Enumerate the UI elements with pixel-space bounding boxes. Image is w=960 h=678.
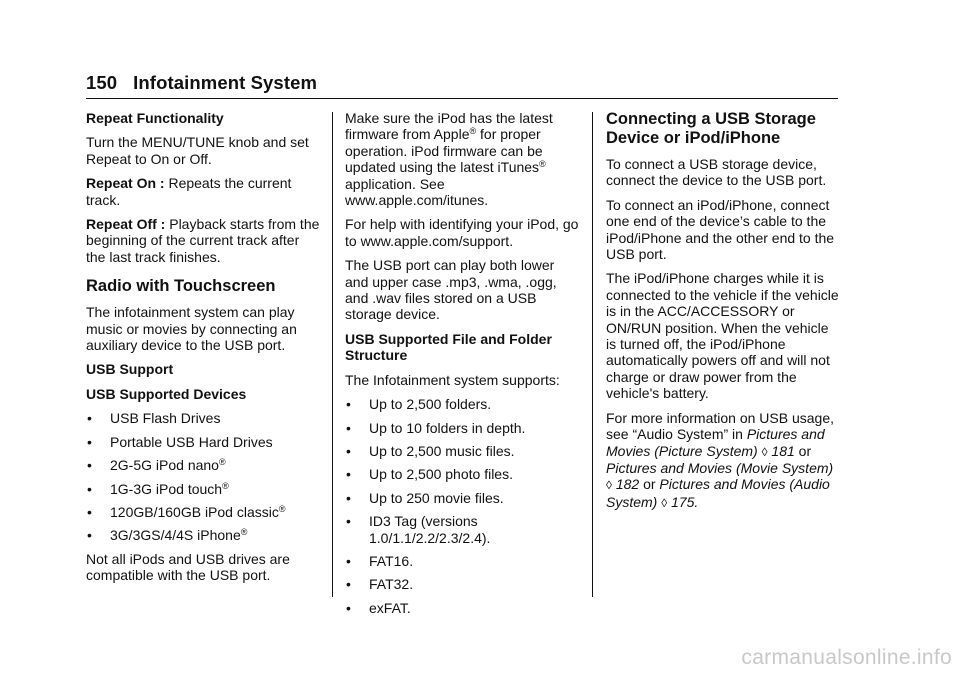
radio-heading: Radio with Touchscreen [86,277,276,296]
bullet: • [87,410,92,427]
registered-mark: ® [469,126,477,137]
bullet: • [346,419,351,436]
repeat-text: Turn the MENU/TUNE knob and set Repeat to On or Off. [86,134,309,167]
list-item: • Up to 10 folders in depth. [346,419,526,436]
list-item: • FAT32. [346,576,414,593]
page-header [86,72,317,94]
firmware-paragraph: Make sure the iPod has the latest firmware from Apple® for proper operation. iPod firmware can be updated using the latest iTunes® application. See www.apple.com/itunes. [345,110,553,209]
column-divider-1 [332,112,333,597]
reference-page[interactable]: 182 [615,476,640,493]
bullet: • [346,576,351,593]
registered-mark: ® [539,159,546,170]
list-item: • Portable USB Hard Drives [87,433,273,450]
bullet: • [346,489,351,506]
repeat-on-label: Repeat On : [86,175,165,192]
bullet: • [87,433,92,450]
list-item: • 3G/3GS/4/4S iPhone® [87,527,248,544]
repeat-on-text: Repeats the current track. [86,175,292,208]
bullet: • [346,513,351,530]
column-divider-2 [592,112,593,597]
list-item: • ID3 Tag (versions 1.0/1.1/2.2/2.3/2.4). [346,513,491,546]
bullet: • [346,442,351,459]
column-3 [606,110,840,519]
repeat-off-paragraph [86,216,322,265]
page-reference-icon: ◊ [661,495,668,510]
header-rule [86,98,838,99]
radio-text: The infotainment system can play music or movies by connecting an auxiliary device to the USB port. [86,304,297,354]
repeat-off-text: Playback starts from the beginning of the current track after the last track finishes. [86,216,320,265]
column-2 [345,110,581,623]
help-text: For help with identifying your iPod, go to www.apple.com/support. [345,216,579,249]
more-info-paragraph: For more information on USB usage, see “Audio System” in Pictures and Movies (Picture System) ◊ 181 or Pictures and Movies (Movie System) ◊ 182 or Pictures and Movies (Audio System) ◊ 175. [606,409,834,510]
connect-usb-text: To connect a USB storage device, connect the device to the USB port. [606,156,827,189]
compat-text: Not all iPods and USB drives are compatible with the USB port. [86,550,290,584]
supports-text: The Infotainment system supports: [345,371,560,388]
usb-devices-heading: USB Supported Devices [86,385,247,402]
registered-mark: ® [278,503,286,514]
list-item: • USB Flash Drives [87,410,221,427]
connect-ipod-text: To connect an iPod/iPhone, connect one end of the device’s cable to the iPod/iPhone and the other end to the USB port. [606,196,835,263]
bullet: • [87,527,92,544]
reference-link[interactable]: Pictures and Movies (Movie System) [606,459,834,476]
list-item: • Up to 2,500 music files. [346,442,515,459]
registered-mark: ® [218,457,226,468]
list-item: • Up to 2,500 folders. [346,396,492,413]
reference-page[interactable]: 175. [671,493,699,510]
bullet: • [346,466,351,483]
reference-link[interactable]: Pictures and Movies (Audio System) [606,476,830,510]
list-item: • 2G-5G iPod nano® [87,457,226,474]
bullet: • [87,480,92,497]
list-item: • 1G-3G iPod touch® [87,480,229,497]
connecting-heading: Connecting a USB Storage Device or iPod/iPhone [606,110,816,147]
column-1 [86,110,322,592]
watermark: carmanualsonline.info [741,646,952,669]
repeat-off-label: Repeat Off : [86,216,166,233]
reference-page[interactable]: 181 [771,442,795,459]
usb-play-text: The USB port can play both lower and upper case .mp3, .wma, .ogg, and .wav files stored on a USB storage device. [345,257,557,323]
list-item: • FAT16. [346,552,414,569]
list-item: • Up to 250 movie files. [346,489,504,506]
bullet: • [87,503,92,520]
supported-list [345,396,581,616]
page-reference-icon: ◊ [606,478,612,493]
bullet: • [87,457,92,474]
registered-mark: ® [222,480,229,491]
reference-link[interactable]: Pictures and Movies (Picture System) [606,426,825,459]
registered-mark: ® [240,527,248,538]
repeat-heading: Repeat Functionality [86,110,224,126]
bullet: • [346,599,351,616]
list-item: • 120GB/160GB iPod classic® [87,503,286,520]
bullet: • [346,396,351,413]
device-list [86,410,322,543]
list-item: • exFAT. [346,599,411,616]
charging-text: The iPod/iPhone charges while it is connected to the vehicle if the vehicle is in the ACC/ACCESSORY or ON/RUN position. When the vehicle is turned off, the iPod/iPhone automatically powers off and will not charge or draw power from the vehicle's battery. [606,270,839,402]
page-number: 150 [86,72,118,93]
repeat-on-paragraph [86,175,322,208]
usb-support-heading: USB Support [86,361,174,378]
bullet: • [346,552,351,569]
page-reference-icon: ◊ [761,444,768,459]
file-structure-heading: USB Supported File and Folder Structure [345,330,552,364]
list-item: • Up to 2,500 photo files. [346,466,513,483]
page-title: Infotainment System [133,72,318,93]
